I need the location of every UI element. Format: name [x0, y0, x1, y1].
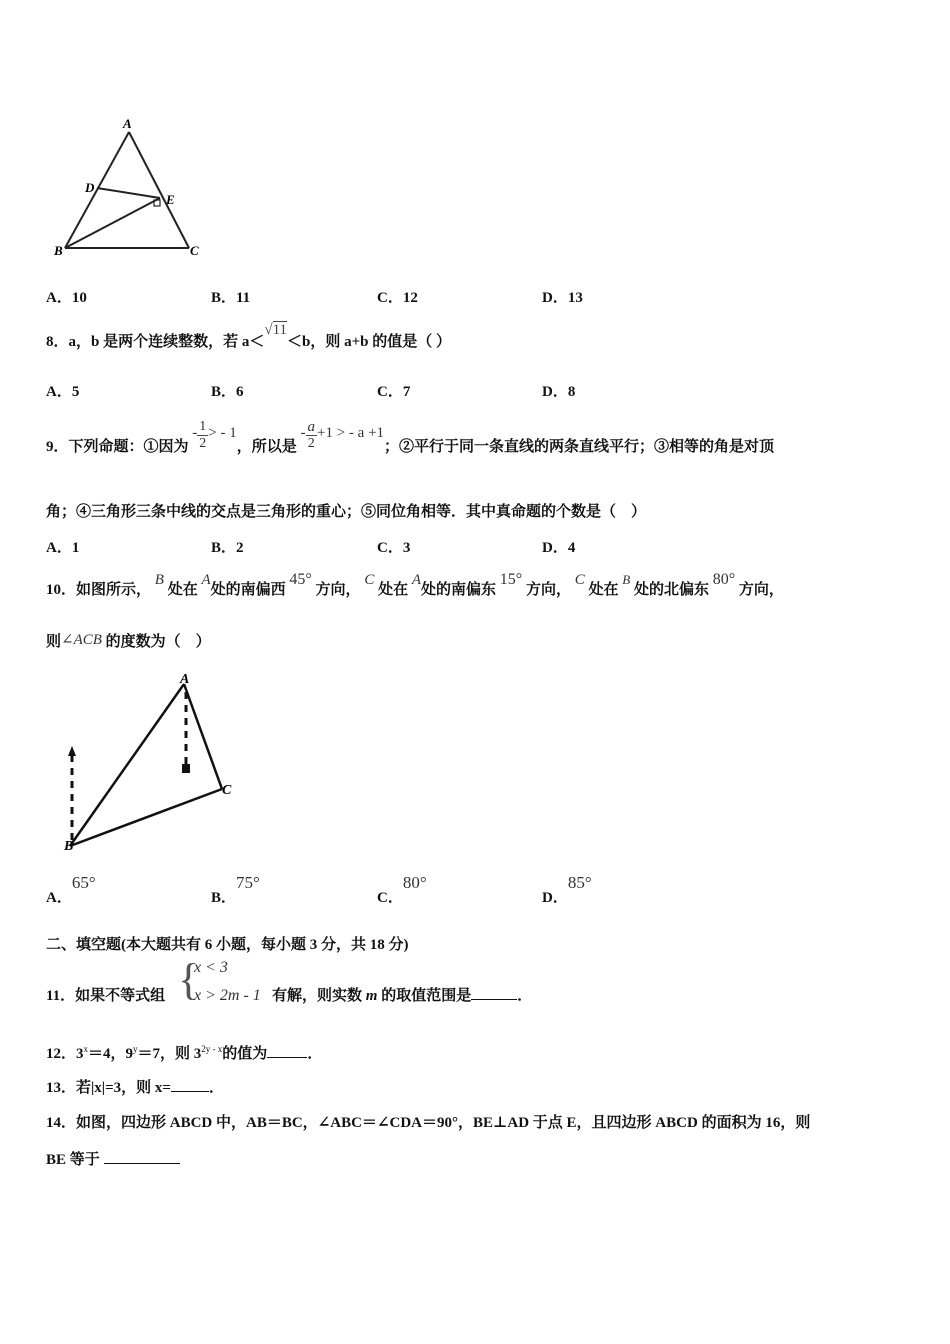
q11-answer-blank[interactable] — [471, 985, 517, 1000]
point-c-2: C — [574, 572, 585, 588]
label-a: A — [180, 672, 190, 687]
q12-mid1: ＝4，9 — [88, 1046, 134, 1062]
angle-45: 45° — [289, 571, 312, 588]
q7-option-a[interactable]: A．10 — [46, 290, 87, 306]
q10-line2-pre: 则 — [46, 634, 62, 650]
q8-option-d[interactable]: D．8 — [542, 384, 576, 400]
system-inequality-2: x > 2m - 1 — [194, 987, 261, 1004]
q8-option-b[interactable]: B．6 — [211, 384, 244, 400]
q10-t8: 处的北偏东 — [633, 582, 709, 598]
system-inequality-1: x < 3 — [194, 959, 228, 976]
q8-suffix: ＜b，则 a+b 的值是（ ） — [287, 334, 452, 350]
q13-pre: 13．若|x|=3，则 x= — [46, 1080, 171, 1096]
q11-end: ． — [517, 988, 533, 1004]
q9-prefix: 9．下列命题：①因为 — [46, 439, 189, 455]
q9-so: ，所以是 — [236, 439, 297, 455]
q14-line1: 14．如图，四边形 ABCD 中，AB＝BC，∠ABC＝∠CDA＝90°，BE⊥AD 于点 E，且四边形 ABCD 的面积为 16，则 — [46, 1115, 811, 1131]
q13-answer-blank[interactable] — [171, 1077, 209, 1092]
q12-post: 的值为 — [222, 1046, 268, 1062]
q9-option-d[interactable]: D．4 — [542, 540, 576, 556]
label-c: C — [222, 783, 232, 798]
north-arrow-b — [68, 746, 76, 756]
q10-figure — [56, 664, 246, 854]
q9-option-c[interactable]: C．3 — [377, 540, 411, 556]
fraction-numerator: 1 — [199, 419, 207, 435]
q7-option-b[interactable]: B．11 — [211, 290, 251, 306]
q12-sup-y: y — [133, 1044, 138, 1054]
q7-figure — [50, 112, 210, 262]
segment-ac — [184, 684, 222, 789]
q11-prefix: 11．如果不等式组 — [46, 988, 166, 1004]
inequality-2: +1 > - a +1 — [317, 425, 385, 441]
point-c: C — [364, 572, 375, 588]
q7-option-d[interactable]: D．13 — [542, 290, 583, 306]
q10-option-c-value: 80° — [402, 873, 427, 892]
q11-rest — [272, 984, 532, 1005]
q14-line2-text: BE 等于 — [46, 1152, 100, 1168]
label-b: B — [64, 839, 74, 854]
q7-option-c[interactable]: C．12 — [377, 290, 418, 306]
q10-t9: 方向， — [738, 582, 784, 598]
q10-line2-post: 的度数为（ ） — [105, 634, 211, 650]
segment-bc — [70, 789, 222, 846]
q10-t3: 方向， — [315, 582, 361, 598]
q12-end: ． — [307, 1046, 323, 1062]
arrow-mark-a — [182, 764, 190, 773]
q10-option-b-label: B． — [211, 890, 237, 906]
q12-stem — [46, 1042, 322, 1063]
q11-var-m: m — [365, 988, 378, 1004]
q10-option-a-label: A． — [46, 890, 72, 906]
q10-option-a-value: 65° — [71, 873, 96, 892]
segment-ab — [70, 684, 184, 846]
q10-t7: 处在 — [588, 582, 619, 598]
q10-num: 10．如图所示， — [46, 582, 152, 598]
q8-option-a[interactable]: A．5 — [46, 384, 80, 400]
q10-option-b-value: 75° — [236, 873, 260, 892]
q10-option-a[interactable] — [46, 872, 96, 906]
q11-suffix: 的取值范围是 — [381, 988, 472, 1004]
fraction-a-half — [306, 419, 318, 452]
q12-sup-exp: 2y - x — [201, 1044, 223, 1054]
q10-t1: 处在 — [167, 582, 198, 598]
q8-stem — [46, 322, 451, 362]
fraction-denominator-2: 2 — [307, 436, 315, 452]
fraction-one-half — [197, 419, 208, 452]
q10-t4: 处在 — [378, 582, 409, 598]
q9-line1 — [46, 414, 774, 480]
q9-rest-line1: ；②平行于同一条直线的两条直线平行；③相等的角是对顶 — [384, 439, 775, 455]
q9-option-b[interactable]: B．2 — [211, 540, 244, 556]
label-b: B — [54, 243, 63, 258]
label-a: A — [123, 116, 132, 131]
q8-option-c[interactable]: C．7 — [377, 384, 411, 400]
label-e: E — [166, 192, 175, 207]
q10-option-d-value: 85° — [567, 873, 592, 892]
sqrt-radicand: 11 — [272, 322, 288, 338]
segment-de — [97, 188, 160, 198]
q9-option-a[interactable]: A．1 — [46, 540, 80, 556]
q12-answer-blank[interactable] — [267, 1043, 307, 1058]
fraction-numerator-a: a — [307, 419, 315, 436]
sqrt-expression: √11 — [264, 322, 288, 338]
inequality-1: > - 1 — [208, 425, 237, 441]
section-title: 二、填空题(本大题共有 6 小题，每小题 3 分，共 18 分) — [46, 937, 409, 953]
angle-80: 80° — [712, 571, 736, 588]
fraction-denominator: 2 — [199, 436, 207, 452]
q12-sup-x: x — [83, 1044, 89, 1054]
q12-pre: 12．3 — [46, 1046, 84, 1062]
q10-line1 — [46, 566, 784, 614]
point-a: A — [201, 572, 211, 588]
q11-mid: 有解，则实数 — [272, 988, 363, 1004]
point-a-2: A — [411, 572, 422, 588]
neg-sign-2: - — [300, 425, 306, 441]
q10-t5: 处的南偏东 — [421, 582, 497, 598]
q10-option-d[interactable] — [542, 872, 592, 906]
label-c: C — [190, 243, 199, 258]
q13-end: ． — [208, 1080, 224, 1096]
q12-mid2: ＝7，则 3 — [137, 1046, 202, 1062]
q13-stem — [46, 1076, 224, 1097]
q8-prefix: 8．a，b 是两个连续整数，若 a＜ — [46, 334, 265, 350]
point-b: B — [154, 572, 164, 588]
q10-option-b[interactable] — [211, 872, 260, 906]
q14-line2 — [46, 1148, 180, 1169]
q10-option-d-label: D． — [542, 890, 568, 906]
q14-answer-blank[interactable] — [104, 1149, 180, 1164]
q10-option-c[interactable] — [377, 872, 427, 906]
q10-line2 — [46, 630, 211, 651]
point-b-2: B — [622, 572, 631, 587]
angle-acb: ∠ACB — [61, 632, 102, 648]
neg-sign: - — [192, 425, 198, 441]
q10-t6: 方向， — [525, 582, 571, 598]
segment-ac — [129, 132, 189, 248]
q10-t2: 处的南偏西 — [210, 582, 286, 598]
inequality-system-brace: { — [178, 955, 200, 1004]
angle-15: 15° — [499, 571, 523, 588]
q9-line2: 角；④三角形三条中线的交点是三角形的重心；⑤同位角相等．其中真命题的个数是（ ） — [46, 504, 647, 520]
q10-option-c-label: C． — [377, 890, 403, 906]
label-d: D — [85, 180, 95, 195]
